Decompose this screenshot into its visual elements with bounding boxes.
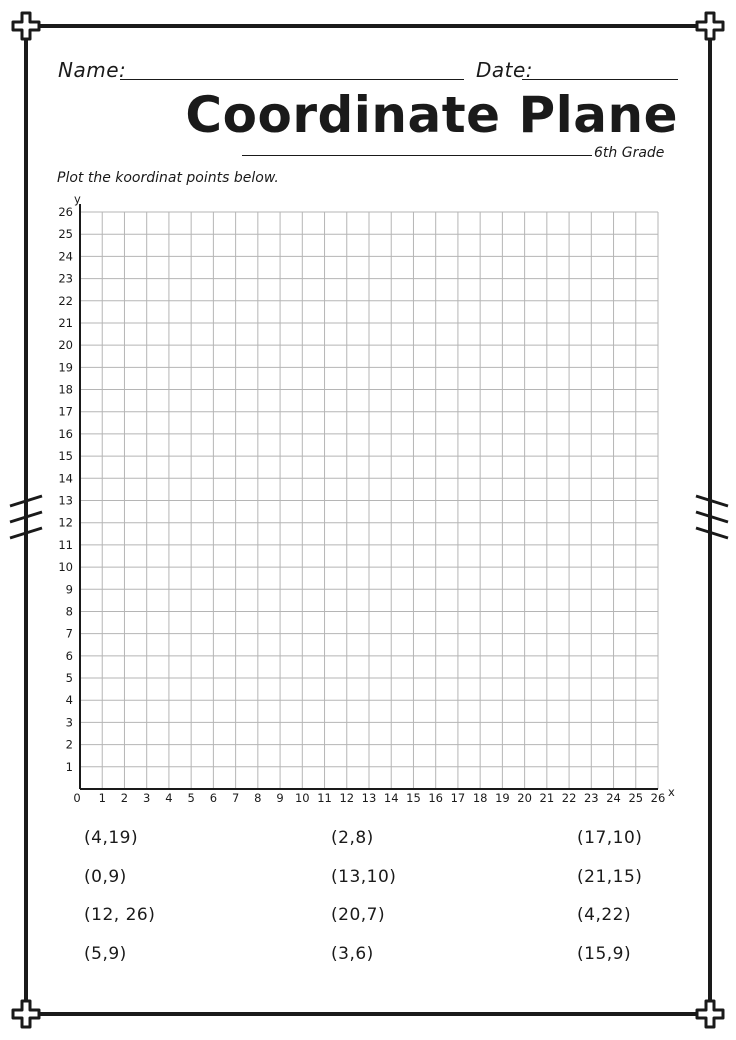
y-tick-label: 26 xyxy=(58,205,73,219)
point-item: (3,6) xyxy=(331,944,374,964)
x-tick-label: 16 xyxy=(428,791,444,805)
y-tick-label: 13 xyxy=(58,493,73,508)
y-tick-label: 6 xyxy=(65,648,73,663)
x-tick-label: 14 xyxy=(383,791,399,805)
y-tick-label: 24 xyxy=(58,249,73,264)
y-tick-label: 12 xyxy=(58,515,73,530)
x-tick-label: 4 xyxy=(165,791,173,805)
y-tick-label: 8 xyxy=(65,604,73,619)
point-item: (4,19) xyxy=(84,828,139,848)
y-tick-label: 2 xyxy=(65,737,73,752)
y-tick-label: 22 xyxy=(58,293,73,308)
x-tick-label: 10 xyxy=(294,791,310,805)
x-tick-label: 8 xyxy=(254,791,262,805)
x-tick-label: 21 xyxy=(539,791,555,805)
y-tick-label: 17 xyxy=(58,404,73,419)
y-tick-label: 19 xyxy=(58,360,73,375)
x-tick-label: 23 xyxy=(583,791,599,805)
y-tick-label: 20 xyxy=(58,338,73,353)
y-tick-label: 14 xyxy=(58,471,73,486)
point-item: (20,7) xyxy=(331,905,386,925)
x-tick-label: 3 xyxy=(143,791,151,805)
x-tick-label: 19 xyxy=(495,791,510,805)
y-tick-label: 25 xyxy=(58,227,73,242)
x-tick-label: 1 xyxy=(98,791,106,805)
grade-label: 6th Grade xyxy=(594,145,665,161)
x-tick-label: 11 xyxy=(317,791,332,805)
y-tick-label: 23 xyxy=(58,271,73,286)
y-tick-label: 1 xyxy=(65,759,73,774)
point-item: (15,9) xyxy=(577,944,632,964)
x-tick-label: 12 xyxy=(339,791,355,805)
point-item: (13,10) xyxy=(331,867,397,887)
name-label: Name: xyxy=(58,58,127,82)
x-tick-label: 22 xyxy=(561,791,577,805)
y-tick-label: 7 xyxy=(65,626,73,641)
x-tick-label: 26 xyxy=(650,791,666,805)
x-tick-label: 17 xyxy=(450,791,466,805)
y-tick-label: 4 xyxy=(65,693,73,708)
point-item: (4,22) xyxy=(577,905,632,925)
y-tick-label: 16 xyxy=(58,426,73,441)
x-tick-label: 0 xyxy=(73,791,81,805)
y-tick-label: 3 xyxy=(65,715,73,730)
x-tick-labels xyxy=(73,791,665,805)
x-tick-label: 25 xyxy=(628,791,644,805)
x-tick-label: 9 xyxy=(276,791,284,805)
y-tick-label: 18 xyxy=(58,382,73,397)
x-tick-label: 7 xyxy=(231,791,240,805)
grid-lines xyxy=(80,212,658,789)
y-tick-label: 5 xyxy=(65,671,73,686)
x-tick-label: 5 xyxy=(187,791,195,805)
x-tick-label: 13 xyxy=(361,791,377,805)
point-item: (5,9) xyxy=(84,944,127,964)
page-title: Coordinate Plane xyxy=(185,86,678,144)
x-tick-label: 15 xyxy=(406,791,421,805)
point-item: (17,10) xyxy=(577,828,643,848)
y-tick-label: 21 xyxy=(58,315,73,330)
point-item: (2,8) xyxy=(331,828,374,848)
point-item: (12, 26) xyxy=(84,905,156,925)
x-tick-label: 20 xyxy=(517,791,532,805)
instructions-text: Plot the koordinat points below. xyxy=(57,170,279,186)
x-tick-label: 24 xyxy=(606,791,621,805)
x-tick-label: 2 xyxy=(120,791,129,805)
y-tick-labels xyxy=(58,205,73,774)
x-tick-label: 6 xyxy=(209,791,218,805)
y-tick-label: 11 xyxy=(58,537,73,552)
y-axis-label: y xyxy=(74,192,81,206)
y-tick-label: 9 xyxy=(65,582,73,597)
y-tick-label: 10 xyxy=(58,560,73,575)
point-item: (0,9) xyxy=(84,867,127,887)
x-axis-label: x xyxy=(668,785,675,799)
x-tick-label: 18 xyxy=(472,791,488,805)
date-label: Date: xyxy=(476,58,534,82)
y-tick-label: 15 xyxy=(58,449,73,464)
point-item: (21,15) xyxy=(577,867,643,887)
